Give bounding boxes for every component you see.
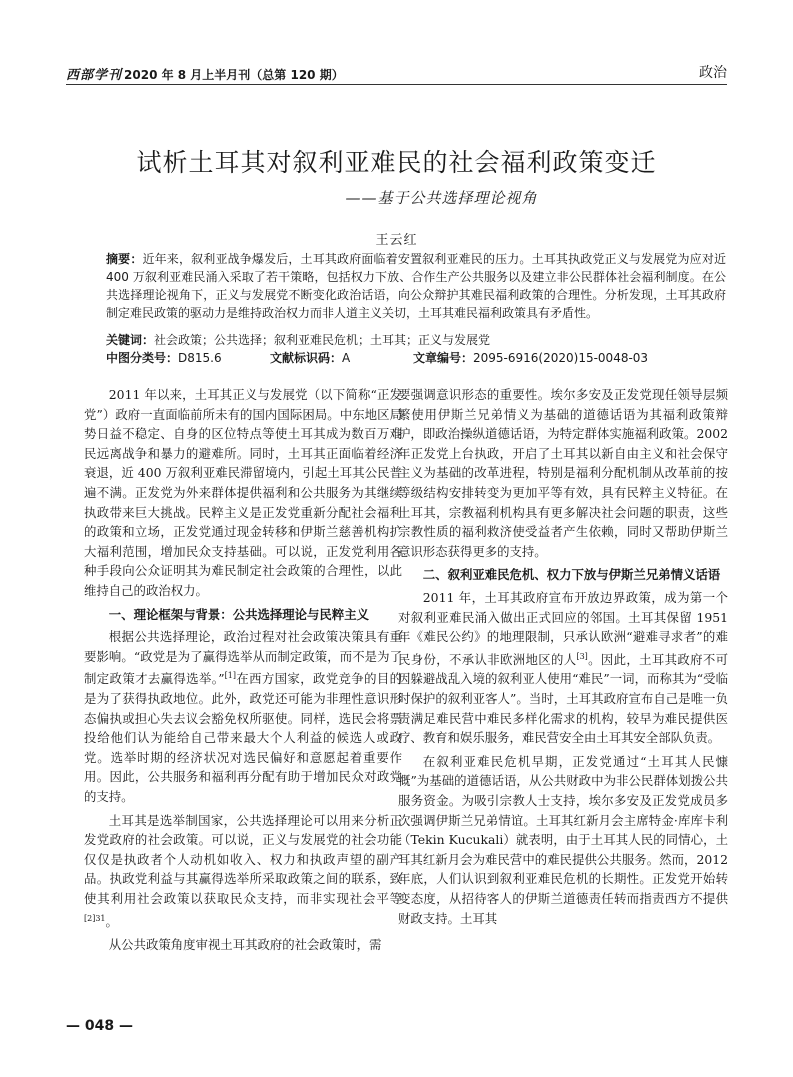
- keywords: [106, 331, 726, 349]
- running-header: [66, 62, 727, 84]
- paragraph-text: 2011 年，土耳其政府宣布开放边界政策，成为第一个对叙利亚难民涌入做出正式回应的邻国。土耳其保留 1951 年《难民公约》的地理限制，只承认欧洲“避难寻求者”的难民身份，不承认非欧洲地区的人: [398, 589, 728, 667]
- article-no-value: 2095-6916(2020)15-0048-03: [473, 351, 649, 365]
- keywords-label: 关键词：: [106, 333, 155, 347]
- paragraph: [84, 627, 402, 806]
- paragraph: 在叙利亚难民危机早期，正发党通过“土耳其人民慷慨”为基础的道德话语，从公共财政中为非公民群体划拨公共服务资金。为吸引宗教人士支持，埃尔多安及正发党成员多次强调伊斯兰兄弟情谊。土耳其红新月会主席特金·库库卡利（Tekin Kucukali）就表明，由于土耳其人民的同情心，土耳其红新月会为难民营中的难民提供公共服务。然而，2012 年底，人们认识到叙利亚难民危机的长期性。正发党开始转变态度，从招待客人的伊斯兰道德责任转而指责西方不提供财政支持。土耳其: [398, 753, 728, 926]
- clc-value: D815.6: [178, 351, 222, 365]
- article-subtitle: ——基于公共选择理论视角: [345, 189, 538, 207]
- paragraph-text: 。: [105, 913, 118, 929]
- citation[interactable]: [3]: [576, 651, 588, 661]
- article-no-label: 文章编号：: [413, 351, 474, 365]
- journal-logo: 西部学刊: [66, 68, 123, 83]
- keywords-text: 社会政策；公共选择；叙利亚难民危机；土耳其；正义与发展党: [154, 333, 491, 347]
- abstract-text: 近年来，叙利亚战争爆发后，土耳其政府面临着安置叙利亚难民的压力。土耳其执政党正义与发展党为应对近 400 万叙利亚难民涌入采取了若干策略，包括权力下放、合作生产公共服务以及建立非公民群体社会福利制度。在公共选择理论视角下，正义与发展党不断变化政治话语，向公众辩护其难民福利政策的合理性。分析发现，土耳其政府制定难民政策的驱动力是维持政治权力而非人道主义关切，土耳其难民福利政策具有矛盾性。: [106, 252, 726, 320]
- paragraph: [84, 811, 402, 932]
- citation[interactable]: [2]31: [84, 913, 106, 923]
- abstract-label: 摘要：: [106, 252, 143, 266]
- paragraph-text: 。因此，土耳其政府不可因躲避战乱入境的叙利亚人使用“难民”一词，而称其为“受临时保护的叙利亚客人”。当时，土耳其政府宣布自己是唯一负责满足难民营中难民多样化需求的机构，较早为难民提供医疗、教育和娱乐服务，难民营安全由土耳其安全部队负责。: [398, 651, 729, 746]
- journal-issue: [66, 64, 344, 83]
- section-heading-1: 一、理论框架与背景：公共选择理论与民粹主义: [108, 606, 369, 622]
- doc-code-label: 文献标识码：: [270, 351, 343, 365]
- paragraph-text: 根据公共选择理论，政治过程对社会政策决策具有重要影响。“政党是为了赢得选举从而制定政策，而不是为了制定政策才去赢得选举。”: [84, 629, 402, 687]
- abstract: [106, 250, 726, 322]
- author-name: 王云红: [375, 233, 418, 248]
- paragraph: 2011 年以来，土耳其正义与发展党（以下简称“正发党”）政府一直面临前所未有的国内国际困局。中东地区局势日益不稳定、自身的区位特点等使土耳其成为数百万难民远离战争和暴力的避难所。同时，土耳其正面临着经济衰退，近 400 万叙利亚难民滞留境内，引起土耳其公民普遍不满。正发党为外来群体提供福利和公共服务为其继续执政带来巨大挑战。民粹主义是正发党重新分配社会福利的政策和立场，正发党通过现金转移和伊斯兰慈善机构扩大福利范围，增加民众支持基础。可以说，正发党利用各种手段向公众证明其为难民制定社会政策的合理性，以此维持自己的政治权力。: [84, 387, 402, 598]
- paragraph: 从公共政策角度审视土耳其政府的社会政策时，需: [108, 937, 382, 953]
- page-number: — 048 —: [66, 1018, 133, 1034]
- paragraph: [398, 588, 728, 748]
- clc-label: 中图分类号：: [106, 351, 179, 365]
- paragraph-text: 土耳其是选举制国家，公共选择理论可以用来分析正发党政府的社会政策。可以说，正义与发展党的社会功能仅仅是执政者个人动机如收入、权力和执政声望的副产品。执政党利益与其赢得选举所采取政策之间的联系，致使其利用社会政策以获取民众支持，而非实现社会平等: [84, 812, 402, 906]
- article-title: 试析土耳其对叙利亚难民的社会福利政策变迁: [136, 148, 657, 177]
- header-rule: [66, 84, 727, 85]
- doc-code-value: A: [342, 351, 351, 365]
- classification-line: [106, 349, 726, 367]
- paragraph: 要强调意识形态的重要性。埃尔多安及正发党现任领导层频繁使用伊斯兰兄弟情义为基础的道德话语为其福利政策辩护，即政治操纵道德话语，为特定群体实施福利政策。2002 年正发党上台执政，开启了土耳其以新自由主义和社会保守主义为基础的改革进程，特别是福利分配机制从改革前的按等级结构安排转变为更加平等有效，具有民粹主义特征。在土耳其，宗教福利机构具有更多解决社会问题的职责，这些宗教性质的福利救济使受益者产生依赖，同时又帮助伊斯兰意识形态获得更多的支持。: [398, 387, 728, 559]
- section-heading-2: 二、叙利亚难民危机、权力下放与伊斯兰兄弟情义话语: [422, 567, 721, 583]
- paragraph-text: 在西方国家，政党竞争的目的是为了获得执政地位。此外，政党还可能为非理性意识形态偏执或担心失去议会豁免权所驱使。同样，选民会将票投给他们认为能给自己带来最大个人利益的候选人或政党。选举时期的经济状况对选民偏好和意愿起着重要作用。因此，公共服务和福利再分配有助于增加民众对政党的支持。: [84, 671, 402, 804]
- left-column: [84, 385, 402, 959]
- section-label: 政治: [699, 65, 727, 81]
- right-column: [398, 385, 728, 932]
- issue-info: 2020 年 8 月上半月刊（总第 120 期）: [124, 68, 344, 82]
- citation[interactable]: [1]: [224, 671, 236, 681]
